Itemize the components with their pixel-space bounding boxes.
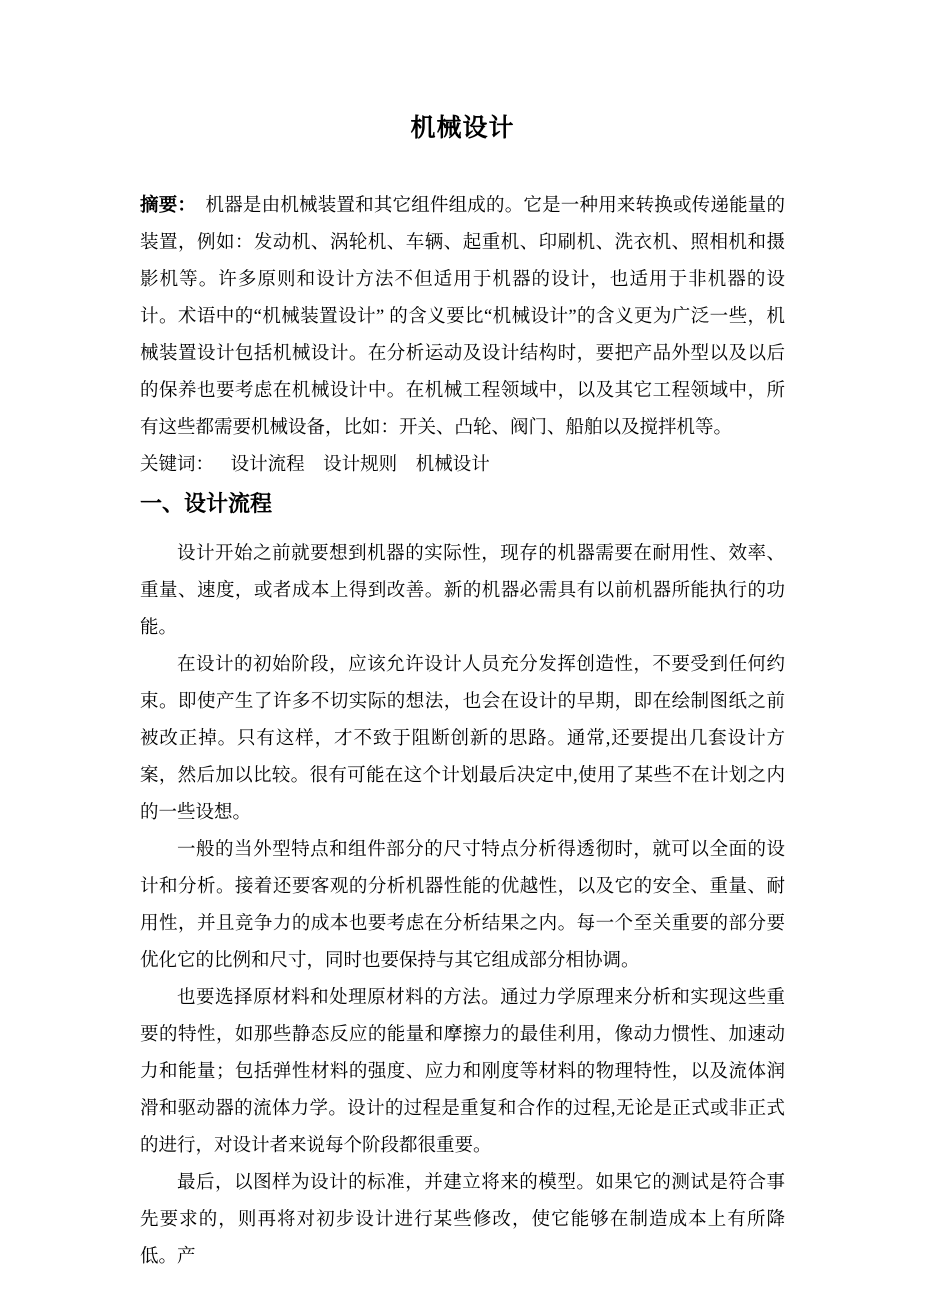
abstract-text: 机器是由机械装置和其它组件组成的。它是一种用来转换或传递能量的装置，例如：发动机、涡轮机、车辆、起重机、印刷机、洗衣机、照相机和摄影机等。许多原则和设计方法不但适用于机器的设计，也适用于非机器的设计。术语中的“机械装置设计” 的含义要比“机械设计”的含义更为广泛一些，机械装置设计包括机械设计。在分析运动及设计结构时，要把产品外型以及以后的保养也要考虑在机械设计中。在机械工程领域中，以及其它工程领域中，所有这些都需要机械设备，比如：开关、凸轮、阀门、船舶以及搅拌机等。 — [140, 196, 785, 438]
body-paragraph: 最后，以图样为设计的标准，并建立将来的模型。如果它的测试是符合事先要求的，则再将对初步设计进行某些修改，使它能够在制造成本上有所降低。产 — [140, 1173, 785, 1267]
section-heading-design-process: 一、设计流程 — [140, 491, 273, 516]
body-paragraph: 在设计的初始阶段，应该允许设计人员充分发挥创造性，不要受到任何约束。即使产生了许多不切实际的想法，也会在设计的早期，即在绘制图纸之前被改正掉。只有这样，才不致于阻断创新的思路。通常,还要提出几套设计方案，然后加以比较。很有可能在这个计划最后决定中,使用了某些不在计划之内的一些设想。 — [140, 655, 785, 823]
body-paragraph: 一般的当外型特点和组件部分的尺寸特点分析得透彻时，就可以全面的设计和分析。接着还要客观的分析机器性能的优越性，以及它的安全、重量、耐用性，并且竞争力的成本也要考虑在分析结果之内。每一个至关重要的部分要优化它的比例和尺寸，同时也要保持与其它组成部分相协调。 — [140, 840, 785, 971]
document-title: 机械设计 — [410, 114, 515, 142]
body-paragraph: 设计开始之前就要想到机器的实际性，现存的机器需要在耐用性、效率、重量、速度，或者成本上得到改善。新的机器必需具有以前机器所能执行的功能。 — [140, 544, 785, 638]
abstract-paragraph — [140, 188, 785, 447]
keywords-label: 关键词： — [140, 455, 215, 475]
keyword-item: 设计规则 — [323, 455, 398, 475]
abstract-label: 摘要： — [140, 196, 187, 216]
keyword-item: 机械设计 — [415, 455, 490, 475]
keyword-item: 设计流程 — [230, 455, 305, 475]
keywords-line — [140, 447, 785, 484]
body-paragraph: 也要选择原材料和处理原材料的方法。通过力学原理来分析和实现这些重要的特性，如那些静态反应的能量和摩擦力的最佳利用，像动力惯性、加速动力和能量；包括弹性材料的强度、应力和刚度等材料的物理特性，以及流体润滑和驱动器的流体力学。设计的过程是重复和合作的过程,无论是正式或非正式的进行，对设计者来说每个阶段都很重要。 — [140, 988, 785, 1156]
